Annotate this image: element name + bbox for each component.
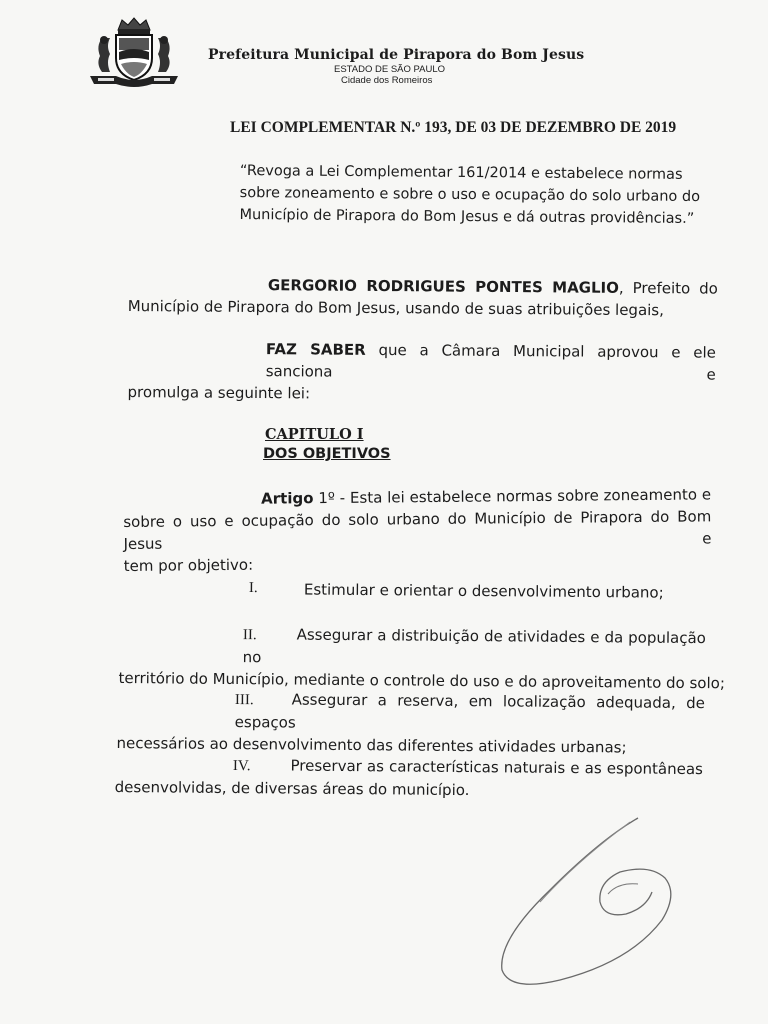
chapter-number: CAPITULO I	[265, 426, 364, 443]
item-text: Estimular e orientar o desenvolvimento urbano;	[303, 580, 664, 602]
chapter-name: DOS OBJETIVOS	[263, 446, 391, 462]
item-text-line2: desenvolvidas, de diversas áreas do município.	[114, 777, 470, 800]
item-numeral: II.	[242, 627, 257, 644]
item-text-line2: necessários ao desenvolvimento das diferentes atividades urbanas;	[116, 733, 627, 757]
article-text: Esta lei estabelece normas sobre zoneamento e	[349, 485, 712, 507]
objective-item	[115, 753, 703, 803]
objective-item	[248, 576, 664, 602]
ementa	[239, 160, 701, 230]
header-title: Prefeitura Municipal de Pirapora do Bom Jesus	[208, 47, 585, 63]
ementa-line: Município de Pirapora do Bom Jesus e dá outras providências.”	[239, 206, 695, 227]
coat-of-arms-icon	[86, 16, 182, 90]
item-numeral: I.	[248, 579, 258, 597]
preamble-faz-saber	[127, 337, 716, 408]
item-text: Assegurar a distribuição de atividades e da população no	[242, 625, 706, 667]
item-text: Assegurar a reserva, em localização adequada, de espaços	[234, 690, 705, 732]
faz-saber-label: FAZ SABER	[265, 340, 366, 359]
preamble-mayor	[128, 273, 718, 322]
mayor-name: GERGORIO RODRIGUES PONTES MAGLIO	[267, 276, 620, 297]
article-label: Artigo	[261, 489, 314, 508]
objective-item	[116, 687, 705, 759]
item-numeral: III.	[234, 692, 254, 709]
ementa-line: “Revoga a Lei Complementar 161/2014 e estabelece normas	[239, 162, 683, 183]
item-text-line2: território do Município, mediante o controle do uso e do aproveitamento do solo;	[118, 668, 726, 693]
mayor-title: , Prefeito do	[618, 278, 718, 298]
header-state: ESTADO DE SÃO PAULO	[334, 64, 446, 75]
article-number: 1º -	[313, 488, 351, 508]
faz-saber-text: que a Câmara Municipal aprovou e ele sanciona e	[265, 340, 716, 384]
item-numeral: IV.	[232, 758, 251, 775]
article-line2: sobre o uso e ocupação do solo urbano do Município de Pirapora do Bom Jesus e	[123, 507, 712, 553]
article-line3: tem por objetivo:	[123, 555, 254, 575]
ementa-line: sobre zoneamento e sobre o uso e ocupação do solo urbano do	[239, 184, 701, 206]
article-1	[123, 483, 712, 577]
signature-icon	[480, 810, 700, 1000]
law-title: LEI COMPLEMENTAR N.º 193, DE 03 DE DEZEMBRO DE 2019	[230, 119, 677, 136]
mayor-line2: Município de Pirapora do Bom Jesus, usando de suas atribuições legais,	[127, 296, 664, 320]
header-city: Cidade dos Romeiros	[341, 75, 433, 86]
faz-saber-line2: promulga a seguinte lei:	[127, 382, 311, 403]
objective-item	[118, 622, 726, 694]
item-text: Preservar as características naturais e as espontâneas	[290, 756, 703, 779]
